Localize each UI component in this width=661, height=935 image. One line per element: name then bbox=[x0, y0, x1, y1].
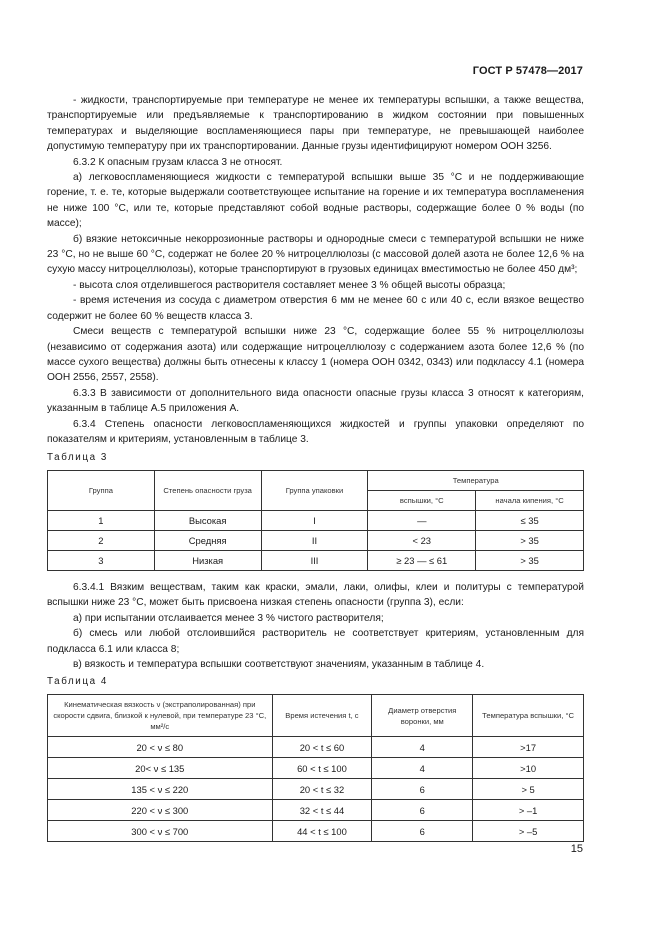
table-cell: ≤ 35 bbox=[476, 511, 584, 531]
table-cell: ≥ 23 — ≤ 61 bbox=[368, 551, 476, 571]
table-3-header-flash: вспышки, °С bbox=[368, 491, 476, 511]
table-cell: 6 bbox=[372, 800, 473, 821]
paragraph: - время истечения из сосуда с диаметром отверстия 6 мм не менее 60 с или 40 с, если вязкое вещество содержит не более 60 % веществ класса 3. bbox=[47, 295, 584, 322]
page-number: 15 bbox=[570, 843, 583, 855]
table-row bbox=[48, 551, 584, 571]
table-row bbox=[48, 511, 584, 531]
body-text-block-2 bbox=[47, 580, 584, 672]
table-cell: 6 bbox=[372, 779, 473, 800]
body-text-block-1 bbox=[47, 93, 584, 447]
paragraph: - жидкости, транспортируемые при температуре не менее их температуры вспышки, а также вещества, транспортируемые или предъявляемые к транспортированию в жидком состоянии при повышенных температурах и выделяющие воспламеняющиеся пары при температуре, не превышающей наиболее допустимую температуру при их транспортировании. Данные грузы идентифицируют номером ООН 3256. bbox=[47, 95, 584, 153]
table-cell: 220 < ν ≤ 300 bbox=[48, 800, 273, 821]
table-row bbox=[48, 758, 584, 779]
table-row bbox=[48, 821, 584, 842]
paragraph: 6.3.4 Степень опасности легковоспламеняющихся жидкостей и группы упаковки определяют по показателям и критериям, установленным в таблице 3. bbox=[47, 418, 584, 445]
table-cell: Низкая bbox=[154, 551, 261, 571]
table-cell: >10 bbox=[473, 758, 584, 779]
table-cell: 20 < ν ≤ 80 bbox=[48, 737, 273, 758]
table-3-caption: Таблица 3 bbox=[47, 452, 108, 463]
table-cell: 1 bbox=[48, 511, 155, 531]
table-cell: 20 < t ≤ 32 bbox=[272, 779, 372, 800]
table-cell: 20 < t ≤ 60 bbox=[272, 737, 372, 758]
table-3-header-group: Группа bbox=[48, 471, 155, 511]
table-cell: 32 < t ≤ 44 bbox=[272, 800, 372, 821]
table-cell: 4 bbox=[372, 737, 473, 758]
table-cell: I bbox=[261, 511, 368, 531]
table-4-header-diameter: Диаметр отверстия воронки, мм bbox=[372, 695, 473, 737]
table-cell: > 35 bbox=[476, 551, 584, 571]
table-3 bbox=[47, 470, 584, 571]
table-4-caption: Таблица 4 bbox=[47, 676, 108, 687]
table-cell: II bbox=[261, 531, 368, 551]
paragraph: 6.3.4.1 Вязким веществам, таким как краски, эмали, лаки, олифы, клеи и политуры с температурой вспышки ниже 23 °С, может быть присвоена низкая степень опасности (группа 3), если: bbox=[47, 582, 584, 609]
paragraph: а) легковоспламеняющиеся жидкости с температурой вспышки выше 35 °С и не поддерживающие горение, т. е. те, которые выдержали соответствующее испытание на горение и их температура воспламенения не ниже 100 °С, или те, которые представляют собой водные растворы, содержащие более 0 % воды (по массе); bbox=[47, 172, 584, 230]
paragraph: 6.3.3 В зависимости от дополнительного вида опасности опасные грузы класса 3 относят к категориям, указанным в таблице А.5 приложения А. bbox=[47, 387, 584, 415]
paragraph: Смеси веществ с температурой вспышки ниже 23 °С, содержащие более 55 % нитроцеллюлозы (независимо от содержания азота) или содержащие нитроцеллюлозу с содержанием азота более 12,6 % (по массе сухого вещества) должны быть отнесены к классу 1 (номера ООН 0342, 0343) или подклассу 4.1 (номера ООН 2556, 2557, 2558). bbox=[47, 326, 584, 384]
table-cell: 20< ν ≤ 135 bbox=[48, 758, 273, 779]
paragraph: б) вязкие нетоксичные некоррозионные растворы и однородные смеси с температурой вспышки не ниже 23 °С, но не выше 60 °С, содержат не более 20 % нитроцеллюлозы (с массовой долей азота не более 12,6 % на сухую массу нитроцеллюлозы), которые транспортируют в грузовых единицах вместимостью не более 450 дм³; bbox=[47, 233, 584, 276]
table-cell: 2 bbox=[48, 531, 155, 551]
table-cell: III bbox=[261, 551, 368, 571]
paragraph: в) вязкость и температура вспышки соответствуют значениям, указанным в таблице 4. bbox=[73, 659, 485, 671]
table-4 bbox=[47, 694, 584, 842]
table-cell: 3 bbox=[48, 551, 155, 571]
table-3-header-temperature: Температура bbox=[368, 471, 584, 491]
table-cell: > –5 bbox=[473, 821, 584, 842]
table-cell: 44 < t ≤ 100 bbox=[272, 821, 372, 842]
paragraph: а) при испытании отслаивается менее 3 % чистого растворителя; bbox=[73, 612, 384, 624]
table-4-header-flash: Температура вспышки, °С bbox=[473, 695, 584, 737]
table-cell: 6 bbox=[372, 821, 473, 842]
table-cell: 60 < t ≤ 100 bbox=[272, 758, 372, 779]
table-3-header-packing: Группа упаковки bbox=[261, 471, 368, 511]
table-cell: 4 bbox=[372, 758, 473, 779]
paragraph: б) смесь или любой отслоившийся растворитель не соответствует критериям, установленным для подкласса 6.1 или класса 8; bbox=[47, 628, 584, 655]
table-cell: 300 < ν ≤ 700 bbox=[48, 821, 273, 842]
table-row bbox=[48, 800, 584, 821]
table-row bbox=[48, 531, 584, 551]
table-4-header-viscosity: Кинематическая вязкость ν (экстраполированная) при скорости сдвига, близкой к нулевой, при температуре 23 °С, мм²/с bbox=[48, 695, 273, 737]
table-row bbox=[48, 779, 584, 800]
table-cell: < 23 bbox=[368, 531, 476, 551]
table-row bbox=[48, 737, 584, 758]
table-cell: — bbox=[368, 511, 476, 531]
table-3-header-danger: Степень опасности груза bbox=[154, 471, 261, 511]
table-4-header-time: Время истечения t, с bbox=[272, 695, 372, 737]
table-cell: > 5 bbox=[473, 779, 584, 800]
table-cell: > 35 bbox=[476, 531, 584, 551]
paragraph: - высота слоя отделившегося растворителя составляет менее 3 % общей высоты образца; bbox=[73, 279, 506, 291]
table-cell: > –1 bbox=[473, 800, 584, 821]
table-cell: 135 < ν ≤ 220 bbox=[48, 779, 273, 800]
table-cell: Высокая bbox=[154, 511, 261, 531]
paragraph: 6.3.2 К опасным грузам класса 3 не относят. bbox=[73, 156, 283, 168]
table-3-header-boiling: начала кипения, °С bbox=[476, 491, 584, 511]
table-cell: Средняя bbox=[154, 531, 261, 551]
table-cell: >17 bbox=[473, 737, 584, 758]
document-header: ГОСТ Р 57478—2017 bbox=[472, 65, 583, 77]
